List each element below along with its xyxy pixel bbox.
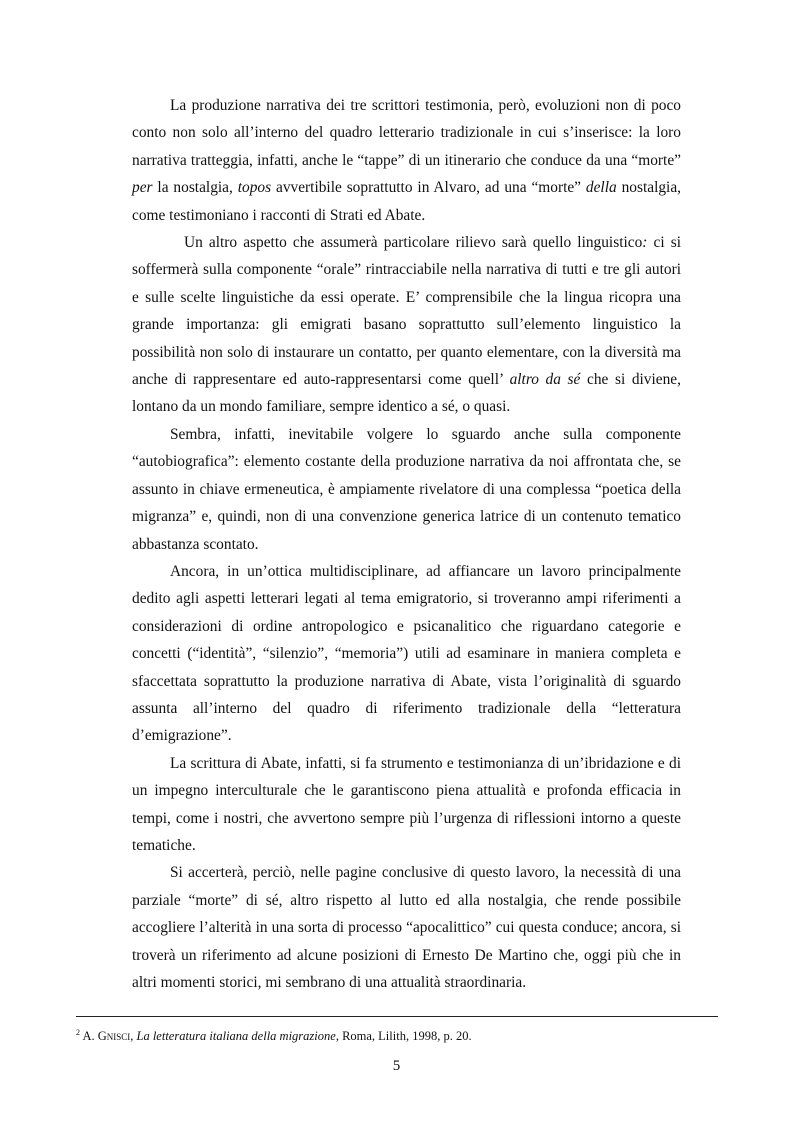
emphasis-text: topos — [237, 179, 272, 197]
footnote-separator-text: , — [130, 1029, 137, 1043]
text-run: Si accerterà, perciò, nelle pagine conclusive di questo lavoro, la necessità di una parziale “morte” di sé, altro rispetto al lutto ed alla nostalgia, che rende possibile accogliere l’alterità in una sorta di processo “apocalittico” cui questa conduce; ancora, si troverà un riferimento ad alcune posizioni di Ernesto De Martino che, oggi più che in altri momenti storici, mi sembrano di una attualità straordinaria. — [132, 864, 681, 991]
footnote-title: La letteratura italiana della migrazione — [136, 1029, 336, 1043]
footnote-initial: A. — [82, 1029, 98, 1043]
emphasis-text: : — [642, 234, 648, 252]
emphasis-text: della — [585, 179, 617, 197]
text-run: la nostalgia, — [152, 179, 238, 197]
text-run: nostalgia, come testimoniano i racconti di Strati ed Abate. — [132, 179, 681, 224]
footnote-separator — [76, 1016, 718, 1017]
text-run: Ancora, in un’ottica multidisciplinare, ad affiancare un lavoro principalmente dedito agli aspetti letterari legati al tema emigratorio, si troveranno ampi riferimenti a considerazioni di ordine antropologico e psicanalitico che riguardano categorie e concetti (“identità”, “silenzio”, “memoria”) utili ad esaminare in maniera completa e sfaccettata soprattutto la produzione narrativa di Abate, vista l’originalità di sguardo assunta all’interno del quadro di riferimento tradizionale della “letteratura d’emigrazione”. — [132, 562, 681, 745]
emphasis-text: altro da sé — [509, 371, 581, 389]
paragraph — [132, 750, 681, 860]
paragraph — [132, 92, 681, 229]
text-run: La produzione narrativa dei tre scrittori testimonia, però, evoluzioni non di poco conto non solo all’interno del quadro letterario tradizionale in cui s’inserisce: la loro narrativa tratteggia, infatti, anche le “tappe” di un itinerario che conduce da una “morte” — [132, 97, 681, 169]
text-run: che si diviene, lontano da un mondo familiare, sempre identico a sé, o quasi. — [132, 371, 681, 416]
footnote — [76, 1024, 718, 1045]
page-number: 5 — [392, 1058, 401, 1074]
text-run: Sembra, infatti, inevitabile volgere lo sguardo anche sulla componente “autobiografica”: elemento costante della produzione narrativa da noi affrontata che, se assunto in chiave ermeneutica, è ampiamente rivelatore di una complessa “poetica della migranza” e, quindi, non di una convenzione generica latrice di un contenuto tematico abbastanza scontato. — [132, 425, 681, 553]
paragraph — [132, 558, 681, 750]
footnote-author: Gnisci — [97, 1029, 131, 1043]
footnote-marker: 2 — [76, 1028, 80, 1037]
paragraph — [132, 859, 681, 996]
text-run: avvertibile soprattutto in Alvaro, ad una “morte” — [271, 179, 586, 197]
text-run: ci si soffermerà sulla componente “orale” rintracciabile nella narrativa di tutti e tre gli autori e sulle scelte linguistiche da essi operate. E’ comprensibile che la lingua ricopra una grande importanza: gli emigrati basano soprattutto sull’elemento linguistico la possibilità non solo di instaurare un contatto, per quanto elementare, con la diversità ma anche di rappresentare ed auto-rappresentarsi come quell’ — [132, 234, 681, 389]
text-run: Un altro aspetto che assumerà particolare rilievo sarà quello linguistico — [184, 234, 643, 252]
paragraph — [132, 421, 681, 558]
footnote-details: , Roma, Lilith, 1998, p. 20. — [335, 1029, 472, 1043]
emphasis-text: per — [132, 179, 153, 197]
text-run: La scrittura di Abate, infatti, si fa strumento e testimonianza di un’ibridazione e di un impegno interculturale che le garantiscono piena attualità e profonda efficacia in tempi, come i nostri, che avvertono sempre più l’urgenza di riflessioni intorno a queste tematiche. — [132, 754, 681, 854]
paragraph — [132, 229, 681, 421]
body-text — [132, 92, 681, 996]
